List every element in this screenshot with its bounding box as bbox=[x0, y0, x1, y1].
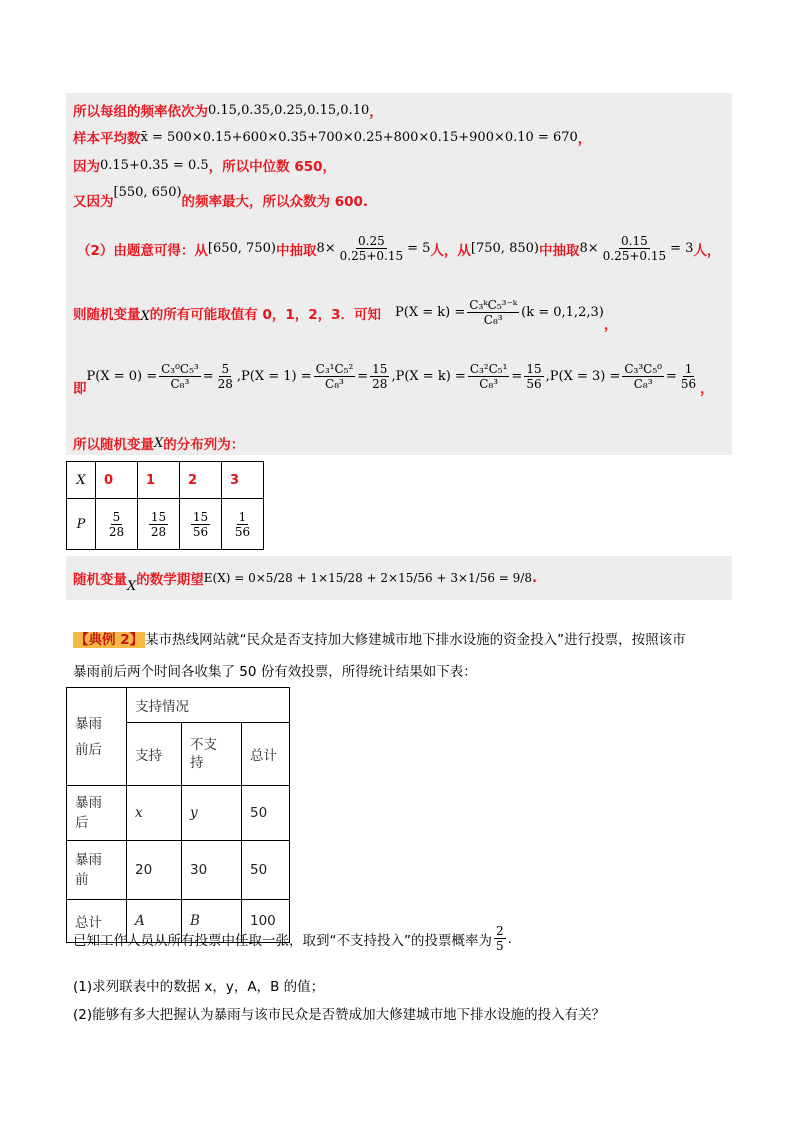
numerator: 5 bbox=[221, 362, 230, 376]
math-text: = 5 bbox=[407, 241, 431, 256]
table-cell: A bbox=[127, 900, 182, 943]
median-formula: 0.15+0.35 = 0.5 bbox=[100, 157, 209, 173]
denominator: 56 bbox=[526, 377, 542, 391]
row-header bbox=[67, 786, 127, 841]
denominator: C₈³ bbox=[483, 313, 503, 327]
fraction bbox=[216, 362, 235, 391]
mean-formula: x̄ = 500×0.15+600×0.35+700×0.25+800×0.15+900×0.10 = 670 bbox=[140, 129, 578, 145]
row-header: 总计 bbox=[67, 900, 127, 943]
table-cell: 20 bbox=[127, 841, 182, 900]
table-cell: x bbox=[127, 786, 182, 841]
row-header-label: 暴雨后 bbox=[75, 795, 102, 831]
numerator: 0.15 bbox=[621, 234, 648, 248]
variable-x: X bbox=[154, 435, 164, 451]
solution-line-5 bbox=[77, 234, 720, 263]
denominator: 0.25+0.15 bbox=[602, 249, 667, 263]
variable-x: X bbox=[140, 309, 150, 324]
solution-text: 又因为 bbox=[73, 194, 114, 210]
numerator: C₃¹C₅² bbox=[315, 362, 354, 376]
denominator: 0.25+0.15 bbox=[339, 249, 404, 263]
math-text: P(X = 1) = bbox=[241, 369, 312, 384]
solution-line-8 bbox=[73, 433, 244, 453]
numerator: 15 bbox=[150, 509, 167, 524]
table-cell: 50 bbox=[242, 841, 290, 900]
solution-text: 中抽取 bbox=[275, 242, 317, 259]
math-text: = 3 bbox=[670, 241, 694, 256]
math-text: , bbox=[391, 369, 396, 384]
denominator: 28 bbox=[108, 524, 125, 539]
fraction bbox=[679, 362, 698, 391]
math-text: P(X = k) = bbox=[395, 369, 466, 384]
numerator: 5 bbox=[112, 509, 121, 524]
numerator: 1 bbox=[684, 362, 693, 376]
math-text: 8× bbox=[579, 241, 599, 256]
p-value bbox=[222, 499, 264, 550]
solution-text: 人， bbox=[693, 242, 721, 259]
solution-text: 样本平均数 bbox=[73, 131, 141, 147]
numerator: 15 bbox=[192, 509, 209, 524]
question-1: (1)求列联表中的数据 x，y，A，B 的值； bbox=[73, 979, 325, 995]
variable-x: X bbox=[127, 578, 137, 594]
table-row bbox=[67, 786, 290, 841]
table-cell: 50 bbox=[242, 786, 290, 841]
fraction bbox=[159, 362, 201, 391]
x-value: 0 bbox=[96, 462, 138, 499]
denominator: 28 bbox=[372, 377, 388, 391]
table-cell: 100 bbox=[242, 900, 290, 943]
math-text: , bbox=[236, 369, 242, 384]
solution-text: 所以每组的频率依次为 bbox=[73, 104, 208, 120]
solution-line-4 bbox=[73, 184, 369, 210]
expectation-formula: E(X) = 0×5/28 + 1×15/28 + 2×15/56 + 3×1/56 = 9/8 bbox=[203, 571, 532, 585]
p-value bbox=[96, 499, 138, 550]
row-header bbox=[67, 841, 127, 900]
fraction bbox=[314, 362, 356, 391]
column-header bbox=[182, 723, 242, 786]
table-row bbox=[67, 841, 290, 900]
x-header: X bbox=[67, 462, 96, 499]
fraction bbox=[468, 362, 510, 391]
numerator: C₃⁰C₅³ bbox=[161, 362, 199, 376]
math-text: (k = 0,1,2,3) bbox=[521, 305, 604, 320]
corner-cell bbox=[67, 688, 127, 786]
denominator: 56 bbox=[234, 524, 251, 539]
example2-paragraph-3 bbox=[73, 924, 512, 953]
numerator: C₃ᵏC₅³⁻ᵏ bbox=[469, 298, 518, 312]
row-header-label: 暴雨前 bbox=[75, 852, 102, 888]
numerator: 15 bbox=[372, 362, 388, 376]
solution-text: 则随机变量 bbox=[73, 306, 141, 323]
distribution-table bbox=[66, 461, 264, 550]
solution-text: （2）由题意可得：从 bbox=[77, 242, 208, 259]
math-text: P(X = k) = bbox=[395, 305, 466, 320]
fraction bbox=[338, 234, 406, 263]
example2-paragraph-1 bbox=[73, 628, 686, 648]
punctuation: ， bbox=[369, 104, 383, 120]
solution-text: 人，从 bbox=[430, 242, 471, 259]
paragraph-text: 某市热线网站就“民众是否支持加大修建城市地下排水设施的资金投入”进行投票，按照该市 bbox=[145, 632, 686, 648]
solution-text: 的分布列为： bbox=[163, 437, 245, 453]
x-value: 1 bbox=[138, 462, 180, 499]
fraction bbox=[622, 362, 664, 391]
math-text: P(X = 3) = bbox=[549, 369, 621, 384]
fraction bbox=[601, 234, 669, 263]
solution-line-3 bbox=[73, 155, 336, 175]
numerator: 1 bbox=[238, 509, 247, 524]
solution-text: 因为 bbox=[73, 159, 100, 175]
solution-line-1 bbox=[73, 100, 383, 120]
denominator: 28 bbox=[150, 524, 167, 539]
table-cell: B bbox=[182, 900, 242, 943]
denominator: 28 bbox=[217, 377, 233, 391]
x-value: 3 bbox=[222, 462, 264, 499]
math-text: = bbox=[511, 369, 523, 384]
column-header: 支持 bbox=[127, 723, 182, 786]
solution-text: 的频率最大，所以众数为 600. bbox=[181, 194, 369, 210]
denominator: C₈³ bbox=[325, 377, 344, 391]
frequency-values: 0.15,0.35,0.25,0.15,0.10 bbox=[208, 102, 370, 118]
denominator: 56 bbox=[680, 377, 697, 391]
interval: [750, 850) bbox=[470, 241, 539, 256]
solution-text: ，所以中位数 650， bbox=[208, 159, 337, 175]
x-value: 2 bbox=[180, 462, 222, 499]
table-cell: y bbox=[182, 786, 242, 841]
p-value bbox=[138, 499, 180, 550]
math-text: , bbox=[545, 369, 550, 384]
punctuation: ， bbox=[577, 131, 592, 147]
table-row bbox=[67, 688, 290, 723]
math-text: 8× bbox=[316, 241, 336, 256]
fraction bbox=[370, 362, 389, 391]
math-text: P(X = 0) = bbox=[86, 369, 158, 384]
denominator: C₈³ bbox=[479, 377, 499, 391]
denominator: C₈³ bbox=[170, 377, 190, 391]
corner-label: 暴雨前后 bbox=[75, 715, 102, 758]
question-2: (2)能够有多大把握认为暴雨与该市民众是否赞成加大修建城市地下排水设施的投入有关？ bbox=[73, 1007, 606, 1023]
example-tag: 【典例 2】 bbox=[75, 632, 144, 648]
solution-text: 中抽取 bbox=[538, 242, 580, 259]
math-text: = bbox=[202, 369, 214, 384]
solution-line-6 bbox=[73, 298, 618, 333]
group-header: 支持情况 bbox=[127, 688, 290, 723]
math-text: = bbox=[665, 369, 677, 384]
fraction bbox=[524, 362, 543, 391]
solution-background bbox=[66, 93, 732, 455]
solution-line-2 bbox=[73, 127, 591, 147]
table-cell: 30 bbox=[182, 841, 242, 900]
punctuation: . bbox=[531, 570, 538, 586]
numerator: C₃³C₅⁰ bbox=[624, 362, 662, 376]
column-header-label: 不支持 bbox=[190, 737, 217, 771]
probability-terms bbox=[87, 362, 701, 391]
contingency-table bbox=[66, 687, 290, 943]
punctuation: ， bbox=[603, 316, 618, 333]
paragraph-text: 已知工作人员从所有投票中任取一张，取到“不支持投入”的投票概率为 bbox=[73, 932, 492, 949]
solution-line-9 bbox=[73, 568, 538, 594]
example2-paragraph-2: 暴雨前后两个时间各收集了 50 份有效投票，所得统计结果如下表： bbox=[73, 664, 477, 680]
table-row bbox=[67, 499, 264, 550]
punctuation: . bbox=[507, 930, 512, 947]
punctuation: ， bbox=[700, 380, 714, 397]
solution-text: 的所有可能取值有 0，1，2，3．可知 bbox=[149, 306, 382, 323]
fraction bbox=[467, 298, 519, 327]
denominator: 5 bbox=[496, 939, 504, 953]
p-header: P bbox=[67, 499, 96, 550]
numerator: C₃²C₅¹ bbox=[469, 362, 508, 376]
denominator: C₈³ bbox=[633, 377, 653, 391]
p-value bbox=[180, 499, 222, 550]
solution-text: 即 bbox=[73, 380, 87, 397]
solution-text: 随机变量 bbox=[73, 572, 127, 588]
fraction bbox=[494, 924, 506, 953]
interval: [650, 750) bbox=[207, 241, 276, 256]
interval: [550, 650) bbox=[113, 184, 182, 200]
table-row bbox=[67, 462, 264, 499]
solution-text: 的数学期望 bbox=[136, 572, 204, 588]
numerator: 2 bbox=[496, 924, 504, 938]
numerator: 0.25 bbox=[358, 234, 385, 248]
solution-text: 所以随机变量 bbox=[73, 437, 154, 453]
solution-line-7 bbox=[73, 362, 714, 397]
denominator: 56 bbox=[192, 524, 209, 539]
numerator: 15 bbox=[526, 362, 542, 376]
math-text: = bbox=[357, 369, 369, 384]
column-header: 总计 bbox=[242, 723, 290, 786]
